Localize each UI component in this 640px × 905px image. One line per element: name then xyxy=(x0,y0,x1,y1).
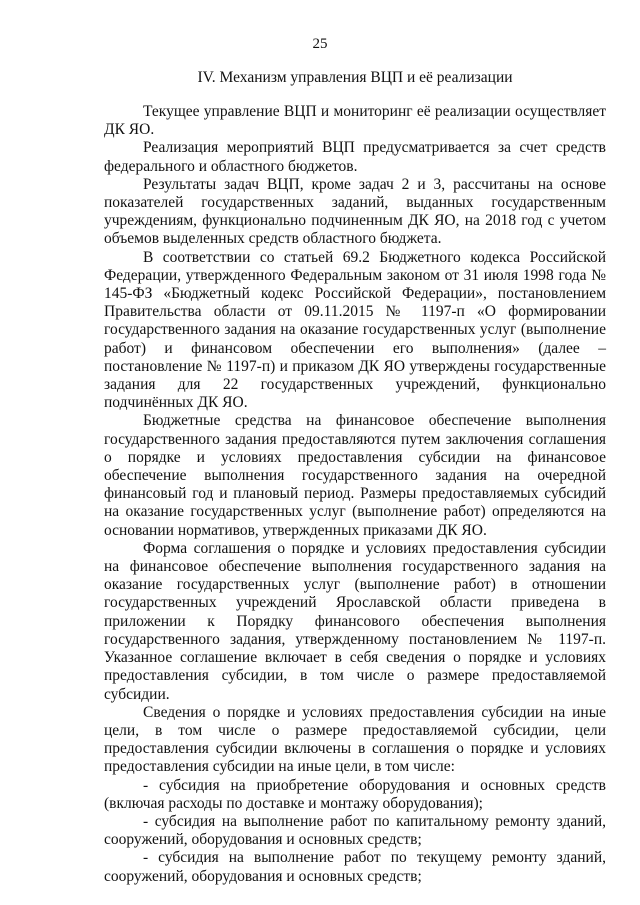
paragraph: Форма соглашения о порядке и условиях предоставления субсидии на финансовое обеспечение выполнения государственного задания на оказание государственных услуг (выполнение работ) в отношении государственных учреждений Ярославской области приведена в приложении к Порядку финансового обеспечения выполнения государственного задания, утвержденному постановлением № 1197-п. Указанное соглашение включает в себя сведения о порядке и условиях предоставления субсидии, в том числе о размере предоставляемой субсидии. xyxy=(104,539,606,703)
paragraph: В соответствии со статьей 69.2 Бюджетного кодекса Российской Федерации, утвержденного Федеральным законом от 31 июля 1998 года № 145-ФЗ «Бюджетный кодекс Российской Федерации», постановлением Правительства области от 09.11.2015 № 1197-п «О формировании государственного задания на оказание государственных услуг (выполнение работ) и финансовом обеспечении его выполнения» (далее – постановление № 1197-п) и приказом ДК ЯО утверждены государственные задания для 22 государственных учреждений, функционально подчинённых ДК ЯО. xyxy=(104,248,606,412)
paragraph: Сведения о порядке и условиях предоставления субсидии на иные цели, в том числе о размере предоставляемой субсидии, цели предоставления субсидии включены в соглашения о порядке и условиях предоставления субсидии на иные цели, в том числе: xyxy=(104,703,606,776)
page-number: 25 xyxy=(312,36,328,52)
list-item: - субсидия на выполнение работ по текущему ремонту зданий, сооружений, оборудования и основных средств; xyxy=(104,849,606,885)
list-item: - субсидия на выполнение работ по капитальному ремонту зданий, сооружений, оборудования и основных средств; xyxy=(104,812,606,849)
section-heading: IV. Механизм управления ВЦП и её реализации xyxy=(197,69,513,86)
document-body xyxy=(104,103,606,886)
list-item: - субсидия на приобретение оборудования и основных средств (включая расходы по доставке и монтажу оборудования); xyxy=(104,776,606,812)
paragraph: Результаты задач ВЦП, кроме задач 2 и 3, рассчитаны на основе показателей государственных заданий, выданных государственным учреждениям, функционально подчиненным ДК ЯО, на 2018 год с учетом объемов выделенных средств областного бюджета. xyxy=(104,175,606,248)
paragraph: Бюджетные средства на финансовое обеспечение выполнения государственного задания предоставляются путем заключения соглашения о порядке и условиях предоставления субсидии на финансовое обеспечение выполнения государственного задания на очередной финансовый год и плановый период. Размеры предоставляемых субсидий на оказание государственных услуг (выполнение работ) определяются на основании нормативов, утвержденных приказами ДК ЯО. xyxy=(104,412,606,539)
paragraph: Реализация мероприятий ВЦП предусматривается за счет средств федерального и областного бюджетов. xyxy=(104,139,606,175)
paragraph: Текущее управление ВЦП и мониторинг её реализации осуществляет ДК ЯО. xyxy=(104,103,606,139)
